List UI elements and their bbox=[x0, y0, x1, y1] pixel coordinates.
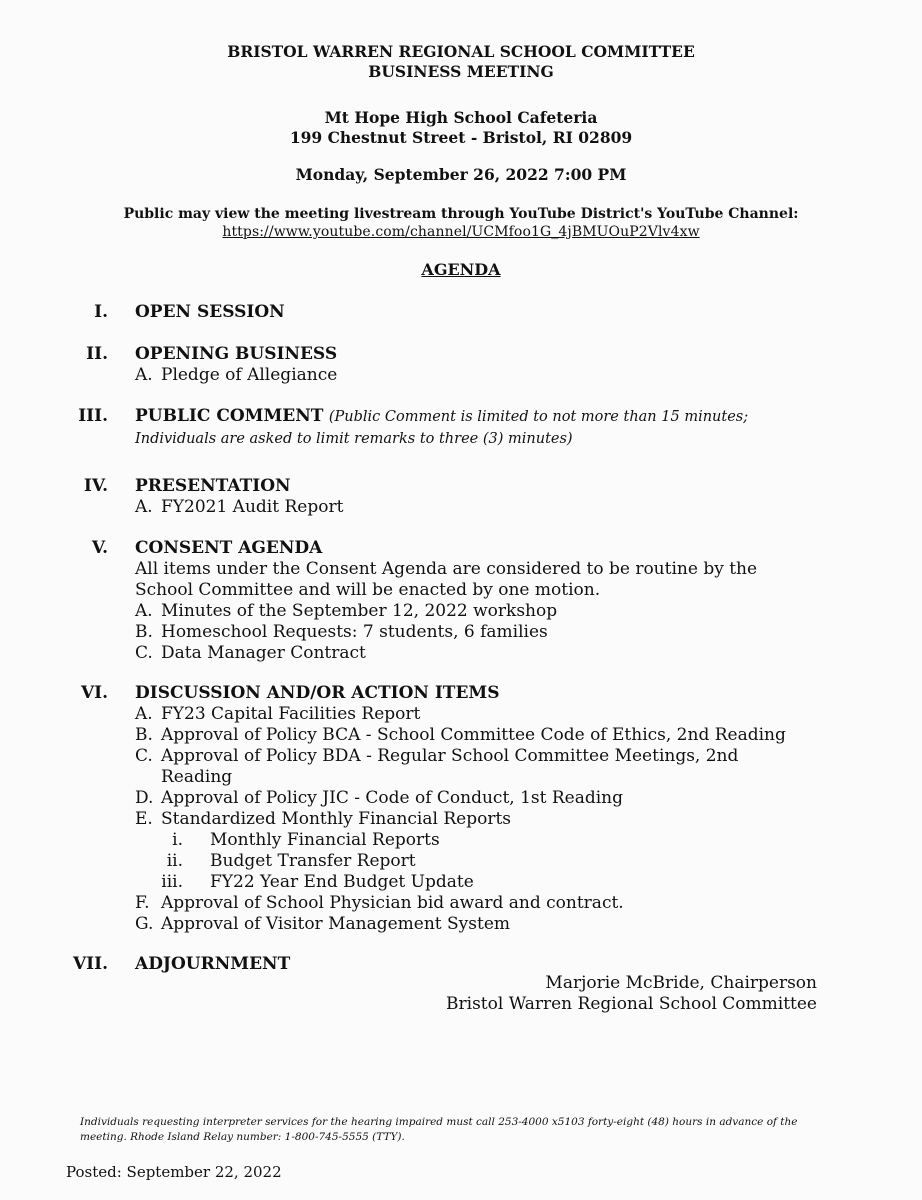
list-item: A. FY23 Capital Facilities Report bbox=[135, 704, 421, 724]
sub-list-item: iii. FY22 Year End Budget Update bbox=[161, 872, 474, 892]
section-title: PRESENTATION bbox=[135, 476, 291, 496]
list-item: E. Standardized Monthly Financial Reports bbox=[135, 809, 512, 829]
list-item: A. Minutes of the September 12, 2022 workshop bbox=[135, 601, 558, 621]
section-number: I. bbox=[94, 302, 108, 322]
list-item: F. Approval of School Physician bid award and contract. bbox=[135, 893, 624, 913]
youtube-channel-link[interactable]: https://www.youtube.com/channel/UCMfoo1G_4jBMUOuP2Vlv4xw bbox=[222, 224, 700, 240]
posted-date: Posted: September 22, 2022 bbox=[66, 1163, 282, 1181]
list-item: D. Approval of Policy JIC - Code of Conduct, 1st Reading bbox=[135, 788, 624, 808]
signature-block bbox=[446, 973, 817, 1015]
agenda-title: AGENDA bbox=[421, 260, 501, 279]
section-title: ADJOURNMENT bbox=[135, 954, 291, 974]
section-number: II. bbox=[86, 344, 108, 364]
sub-list-item: ii. Budget Transfer Report bbox=[166, 851, 416, 871]
section-title: OPENING BUSINESS bbox=[135, 344, 338, 364]
meeting-datetime: Monday, September 26, 2022 7:00 PM bbox=[295, 165, 627, 184]
chairperson-name: Marjorie McBride, Chairperson bbox=[545, 973, 817, 993]
document-header bbox=[0, 42, 922, 82]
list-item: A. Pledge of Allegiance bbox=[135, 365, 338, 385]
list-item: G. Approval of Visitor Management System bbox=[135, 914, 511, 934]
section-title: OPEN SESSION bbox=[135, 302, 285, 322]
section-number: III. bbox=[78, 406, 108, 426]
venue-address: 199 Chestnut Street - Bristol, RI 02809 bbox=[289, 128, 633, 147]
section-number: VII. bbox=[72, 954, 108, 974]
sub-list-item: i. Monthly Financial Reports bbox=[172, 830, 440, 850]
section-title: CONSENT AGENDA bbox=[135, 538, 323, 558]
list-item: C. Approval of Policy BDA - Regular School Committee Meetings, 2nd Reading bbox=[135, 746, 739, 787]
venue-block bbox=[0, 108, 922, 148]
consent-intro: All items under the Consent Agenda are considered to be routine by the School Committee and will be enacted by one motion. bbox=[135, 559, 758, 600]
committee-name: BRISTOL WARREN REGIONAL SCHOOL COMMITTEE bbox=[227, 42, 695, 61]
section-number: IV. bbox=[83, 476, 108, 496]
section-number: VI. bbox=[80, 683, 108, 703]
list-item: A. FY2021 Audit Report bbox=[135, 497, 344, 517]
interpreter-services-note: Individuals requesting interpreter services for the hearing impaired must call 253-4000 x5103 forty-eight (48) hours in advance of the meeting. Rhode Island Relay number: 1-800-745-5555 (TTY). bbox=[80, 1116, 798, 1143]
venue-name: Mt Hope High School Cafeteria bbox=[324, 108, 598, 127]
meeting-type: BUSINESS MEETING bbox=[368, 62, 554, 81]
committee-org: Bristol Warren Regional School Committee bbox=[446, 994, 817, 1014]
section-title: DISCUSSION AND/OR ACTION ITEMS bbox=[135, 683, 500, 703]
list-item: B. Approval of Policy BCA - School Committee Code of Ethics, 2nd Reading bbox=[135, 725, 786, 745]
livestream-block bbox=[0, 205, 922, 241]
list-item: B. Homeschool Requests: 7 students, 6 families bbox=[135, 622, 548, 642]
list-item: C. Data Manager Contract bbox=[135, 643, 366, 663]
livestream-note: Public may view the meeting livestream through YouTube District's YouTube Channel: bbox=[123, 206, 799, 222]
public-comment-note: (Public Comment is limited to not more than 15 minutes; Individuals are asked to limit remarks to three (3) minutes) bbox=[135, 409, 749, 447]
section-number: V. bbox=[91, 538, 108, 558]
section-title: PUBLIC COMMENT bbox=[135, 406, 324, 426]
